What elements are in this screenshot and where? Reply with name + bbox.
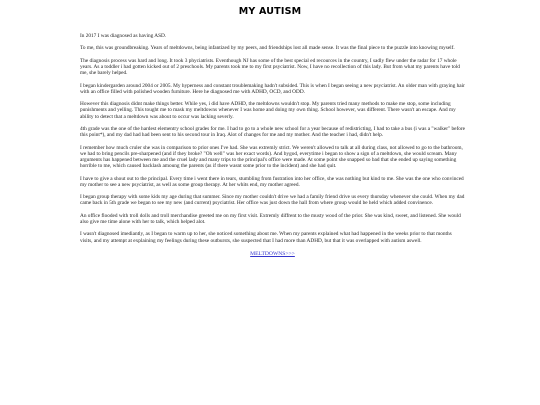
paragraph: The diagnosis process was hard and long. It took 3 phyciatrists. Eventhough NJ has some of the best special ed recources in the country, I sadly flew under the radar for 17 whole years. As a toddler i had gotten kicked out of 2 preschools. My parents took me to my first psyciatrist. Now, I have no recollection of this lady. But from what my parents have told me, she barely helped.	[80, 57, 460, 77]
paragraph: To me, this was groundbreaking. Years of meltdowns, being infantized by my peers, and friendships lost all made sense. It was the final piece to the puzzle into knowing myself.	[80, 45, 455, 52]
page-title: MY AUTISM	[238, 6, 302, 17]
next-page-link[interactable]: MELTDOWNS>>>	[250, 250, 295, 257]
paragraph: I began group therapy with some kids my age during that summer. Since my mother couldn't drive we had a family friend drive us every thursday whenever she could. When my dad came back in 5th grade we began to see my new (and current) psyciatrist. Her office was just down the hall from where group would be held which added convinence.	[80, 194, 465, 207]
paragraph: An office flooded with troll dolls and troll merchandise greeted me on my first visit. Extremly diffrent to the musty wood of the prior. She was kind, sweet, and listened. She would also give me time alone with her to talk, which helped alot.	[80, 212, 461, 225]
paragraph: In 2017 I was diagnosed as having ASD.	[80, 33, 167, 39]
paragraph: I have to give a shout out to the principal. Every time i went there in tears, stumbling from fustration into her office, she was nothing but kind to me. She was the one who convinced my mother to see a new psyciatrist, as well as some group therapy. At her whits end, my mother agreed.	[80, 175, 464, 188]
article-body	[80, 33, 465, 257]
paragraph: I wasn't diagnosed imediantly, as I began to warm up to her, she noticed something about me. When my parents explained what had happened in the weeks prior to that months visits, and my attempt at explaining my feelings during these outbursts, she suspected that I had more than ADHD, but that it was overlapped with autism aswell.	[80, 231, 452, 244]
paragraph: I began kindergarden around 2004 or 2005. My hyperness and constant troublemaking hadn't subsided. This is when I began seeing a new psyciatrist. An older man with graying hair with an office filled with polished wooden furniture. Here he diagnosed me with ADHD, OCD, and ODD.	[80, 82, 465, 95]
paragraph: 4th grade was the one of the hardest elementry school grades for me. I had to go to a whole new school for a year because of redistricting, I had to take a bus (i was a "walker" before this point*), and my dad had had been sent to his second tour in Iraq. Alot of changes for me and my mother. And the teacher i had, didn't help.	[80, 125, 465, 139]
paragraph: I remember how much cruler she was in comparison to prior ones I've had. She was extremly strict. We weren't allowed to talk at all during class, not allowed to go to the bathroom, we had to bring pencils pre-sharpened (and if they broke? "Oh well" was her exact words). And bygod, everytime i began to show a sign of a meltdown, she would scream. Many arguments has happened between me and the cruel lady and many trips to the principal's office were made. At some point she snapped so bad that she ended up saying something horrible to me, which caused backlash amoung the parents (as if there wasnt some prior to the incident) and she had quit.	[80, 144, 463, 170]
paragraph: However this diagnosis didnt make things better. While yes, i did have ADHD, the meltdowns wouldn't stop. My parents tried many methods to make me stop, some including punishments and yelling. This tought me to mask my meltdowns whenever I was home and doing my own thing. School however, was different. There wasn't an escape. And my ability to detect that a meltdown was about to occur was lacking severly.	[80, 101, 456, 120]
